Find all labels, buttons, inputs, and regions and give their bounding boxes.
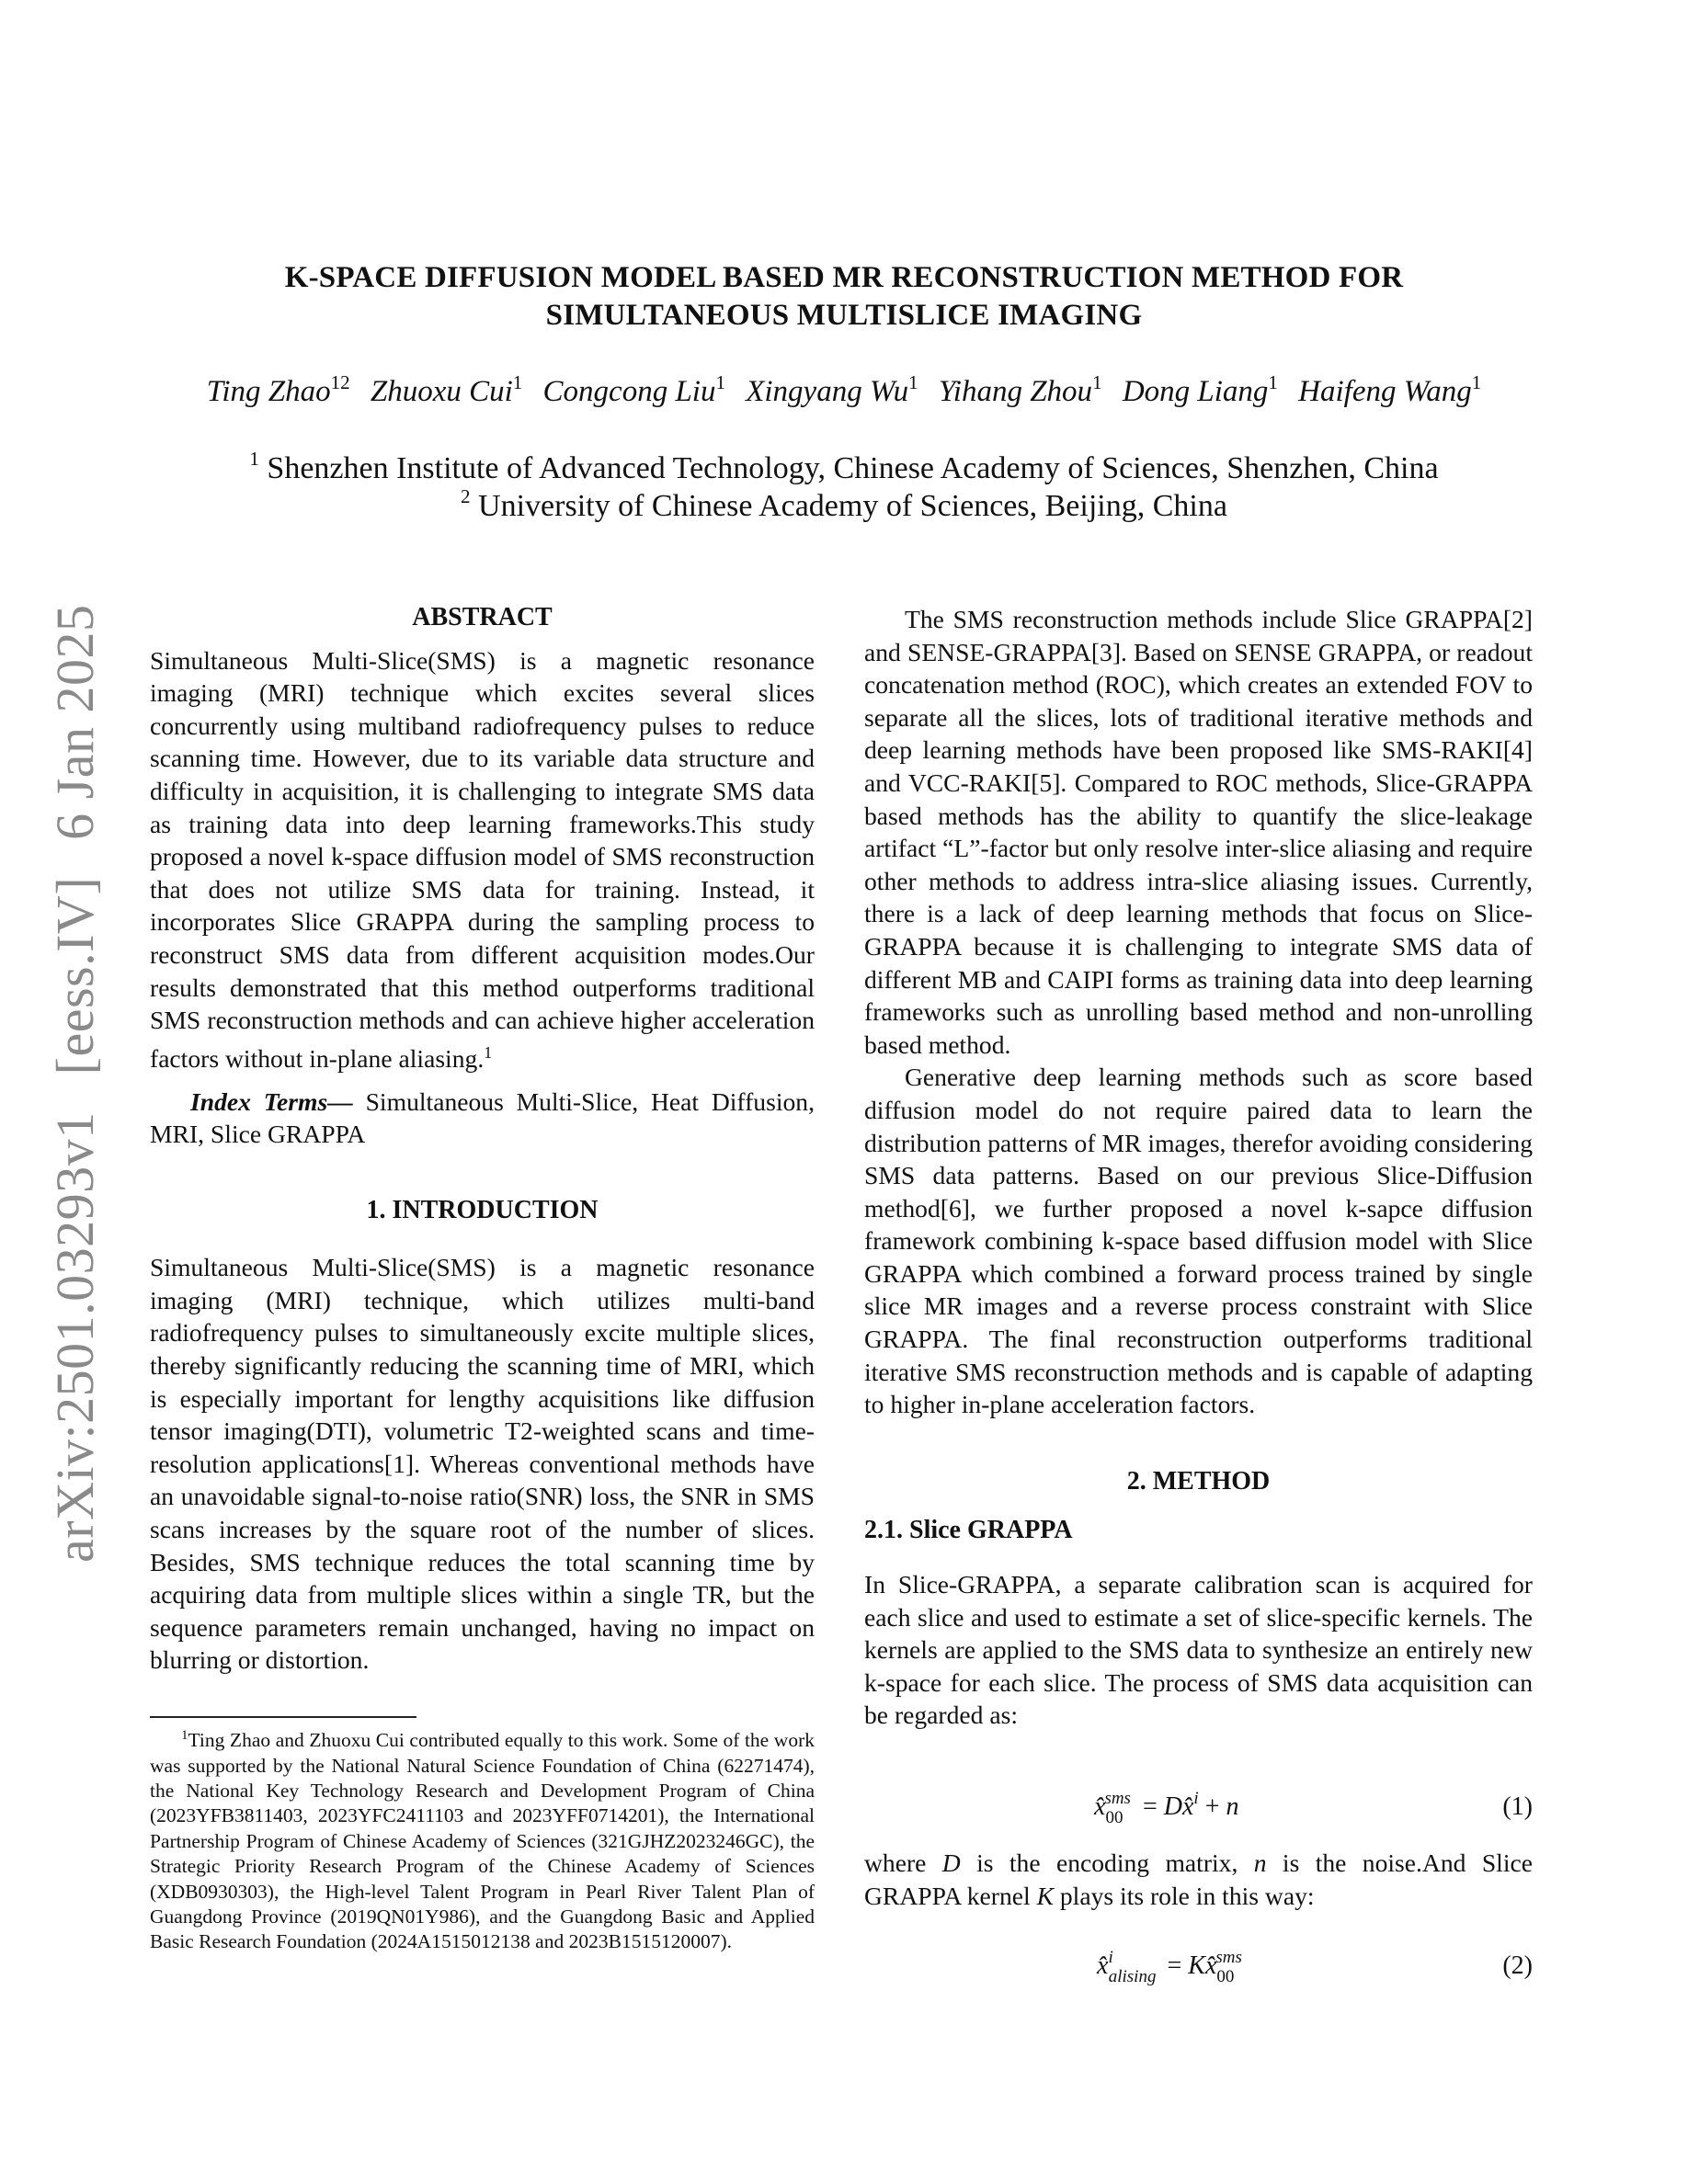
arxiv-category: [eess.IV] <box>45 876 105 1075</box>
intro-paragraph: Simultaneous Multi-Slice(SMS) is a magnetic resonance imaging (MRI) technique, which utilizes multi-band radiofrequency pulses to simultaneously excite multiple slices, thereby significantly reducing the scanning time of MRI, which is especially important for lengthy acquisitions like diffusion tensor imaging(DTI), volumetric T2-weighted scans and time-resolution applications[1]. Whereas conventional methods have an unavoidable signal-to-noise ratio(SNR) loss, the SNR in SMS scans increases by the square root of the number of slices. Besides, SMS technique reduces the total scanning time by acquiring data from multiple slices within a single TR, but the sequence parameters remain unchanged, having no impact on blurring or distortion. <box>150 1253 815 1675</box>
paper-title <box>0 259 1688 335</box>
related-methods-paragraph: The SMS reconstruction methods include Slice GRAPPA[2] and SENSE-GRAPPA[3]. Based on SENSE GRAPPA, or readout concatenation method (ROC), which creates an extended FOV to separate all the slices, lots of traditional iterative methods and deep learning methods have been proposed like SMS-RAKI[4] and VCC-RAKI[5]. Compared to ROC methods, Slice-GRAPPA based methods has the ability to quantify the slice-leakage artifact “L”-factor but only resolve inter-slice aliasing and require other methods to address intra-slice aliasing issues. Currently, there is a lack of deep learning methods that focus on Slice-GRAPPA because it is challenging to integrate SMS data of different MB and CAIPI forms as training data into deep learning frameworks such as unrolling based method and non-unrolling based method. <box>864 605 1533 1059</box>
intro-heading: 1. INTRODUCTION <box>366 1195 599 1224</box>
abstract-text: Simultaneous Multi-Slice(SMS) is a magnetic resonance imaging (MRI) technique which excites several slices concurrently using multiband radiofrequency pulses to reduce scanning time. However, due to its variable data structure and difficulty in acquisition, it is challenging to integrate SMS data as training data into deep learning frameworks.This study proposed a novel k-space diffusion model of SMS reconstruction that does not utilize SMS data for training. Instead, it incorporates Slice GRAPPA during the sampling process to reconstruct SMS data from different acquisition modes.Our results demonstrated that this method outperforms traditional SMS reconstruction methods and can achieve higher acceleration factors without in-plane aliasing.$^1$ <box>150 645 815 1073</box>
equation-1-body: $x̂_{00}^{sms}$ = Dx̂$^i$ + n <box>1094 1789 1239 1827</box>
author: Haifeng Wang$^1$ <box>1298 371 1482 408</box>
equation-1-number: (1) <box>1502 1792 1533 1821</box>
affiliation-2: $^2$ University of Chinese Academy of Sciences, Beijing, China <box>461 485 1227 523</box>
author: Xingyang Wu$^1$ <box>746 371 918 408</box>
equation-1 <box>864 1789 1533 1829</box>
index-terms: Index Terms— Simultaneous Multi-Slice, Heat Diffusion, MRI, Slice GRAPPA <box>150 1086 815 1149</box>
author: Dong Liang$^1$ <box>1122 371 1278 408</box>
method-heading: 2. METHOD <box>1126 1466 1271 1496</box>
arxiv-sidebar-stamp <box>44 597 106 1563</box>
arxiv-id: arXiv:2501.03293v1 <box>45 1111 105 1563</box>
equation-2 <box>864 1948 1533 1992</box>
author-list <box>0 371 1688 409</box>
abstract-heading: ABSTRACT <box>412 603 553 631</box>
slice-grappa-paragraph: In Slice-GRAPPA, a separate calibration scan is acquired for each slice and used to estimate a set of slice-specific kernels. The kernels are applied to the SMS data to synthesize an entirely new k-space for each slice. The process of SMS data acquisition can be regarded as: <box>864 1570 1533 1730</box>
footnote-rule <box>150 1716 416 1718</box>
author: Congcong Liu$^1$ <box>542 371 725 408</box>
subsection-heading: 2.1. Slice GRAPPA <box>864 1516 1073 1545</box>
left-column <box>150 601 815 1677</box>
author: Yihang Zhou$^1$ <box>938 371 1102 408</box>
author: Ting Zhao$^{12}$ <box>206 371 350 408</box>
arxiv-date: 6 Jan 2025 <box>45 604 105 840</box>
equation-2-number: (2) <box>1502 1951 1533 1980</box>
affiliation-1: $^1$ Shenzhen Institute of Advanced Technology, Chinese Academy of Sciences, Shenzhen, China <box>249 448 1439 485</box>
author: Zhuoxu Cui$^1$ <box>370 371 523 408</box>
generative-paragraph: Generative deep learning methods such as score based diffusion model do not require paired data to learn the distribution patterns of MR images, therefor avoiding considering SMS data patterns. Based on our previous Slice-Diffusion method[6], we further proposed a novel k-sapce diffusion framework combining k-space based diffusion model with Slice GRAPPA which combined a forward process trained by single slice MR images and a reverse process constraint with Slice GRAPPA. The final reconstruction outperforms traditional iterative SMS reconstruction methods and is capable of adapting to higher in-plane acceleration factors. <box>864 1063 1533 1419</box>
right-column <box>864 603 1533 1732</box>
title-line-2: SIMULTANEOUS MULTISLICE IMAGING <box>545 299 1143 332</box>
title-line-1: K-SPACE DIFFUSION MODEL BASED MR RECONSTRUCTION METHOD FOR <box>284 261 1404 294</box>
footnote: $^1$Ting Zhao and Zhuoxu Cui contributed equally to this work. Some of the work was supported by the National Natural Science Foundation of China (62271474), the National Key Technology Research and Development Program of China (2023YFB3811403, 2023YFC2411103 and 2023YFF0714201), the International Partnership Program of Chinese Academy of Sciences (321GJHZ2023246GC), the Strategic Priority Research Program of the Chinese Academy of Sciences (XDB0930303), the High-level Talent Program in Pearl River Talent Plan of Guangdong Province (2019QN01Y986), and the Guangdong Basic and Applied Basic Research Foundation (2024A1515012138 and 2023B1515120007). <box>150 1728 815 1953</box>
equation-explanation: where D is the encoding matrix, n is the noise.And Slice GRAPPA kernel K plays its role in this way: <box>864 1848 1533 1910</box>
equation-2-body: x̂$^i_{alising}$ = $Kx̂_{00}^{sms}$ <box>1097 1948 1242 1986</box>
